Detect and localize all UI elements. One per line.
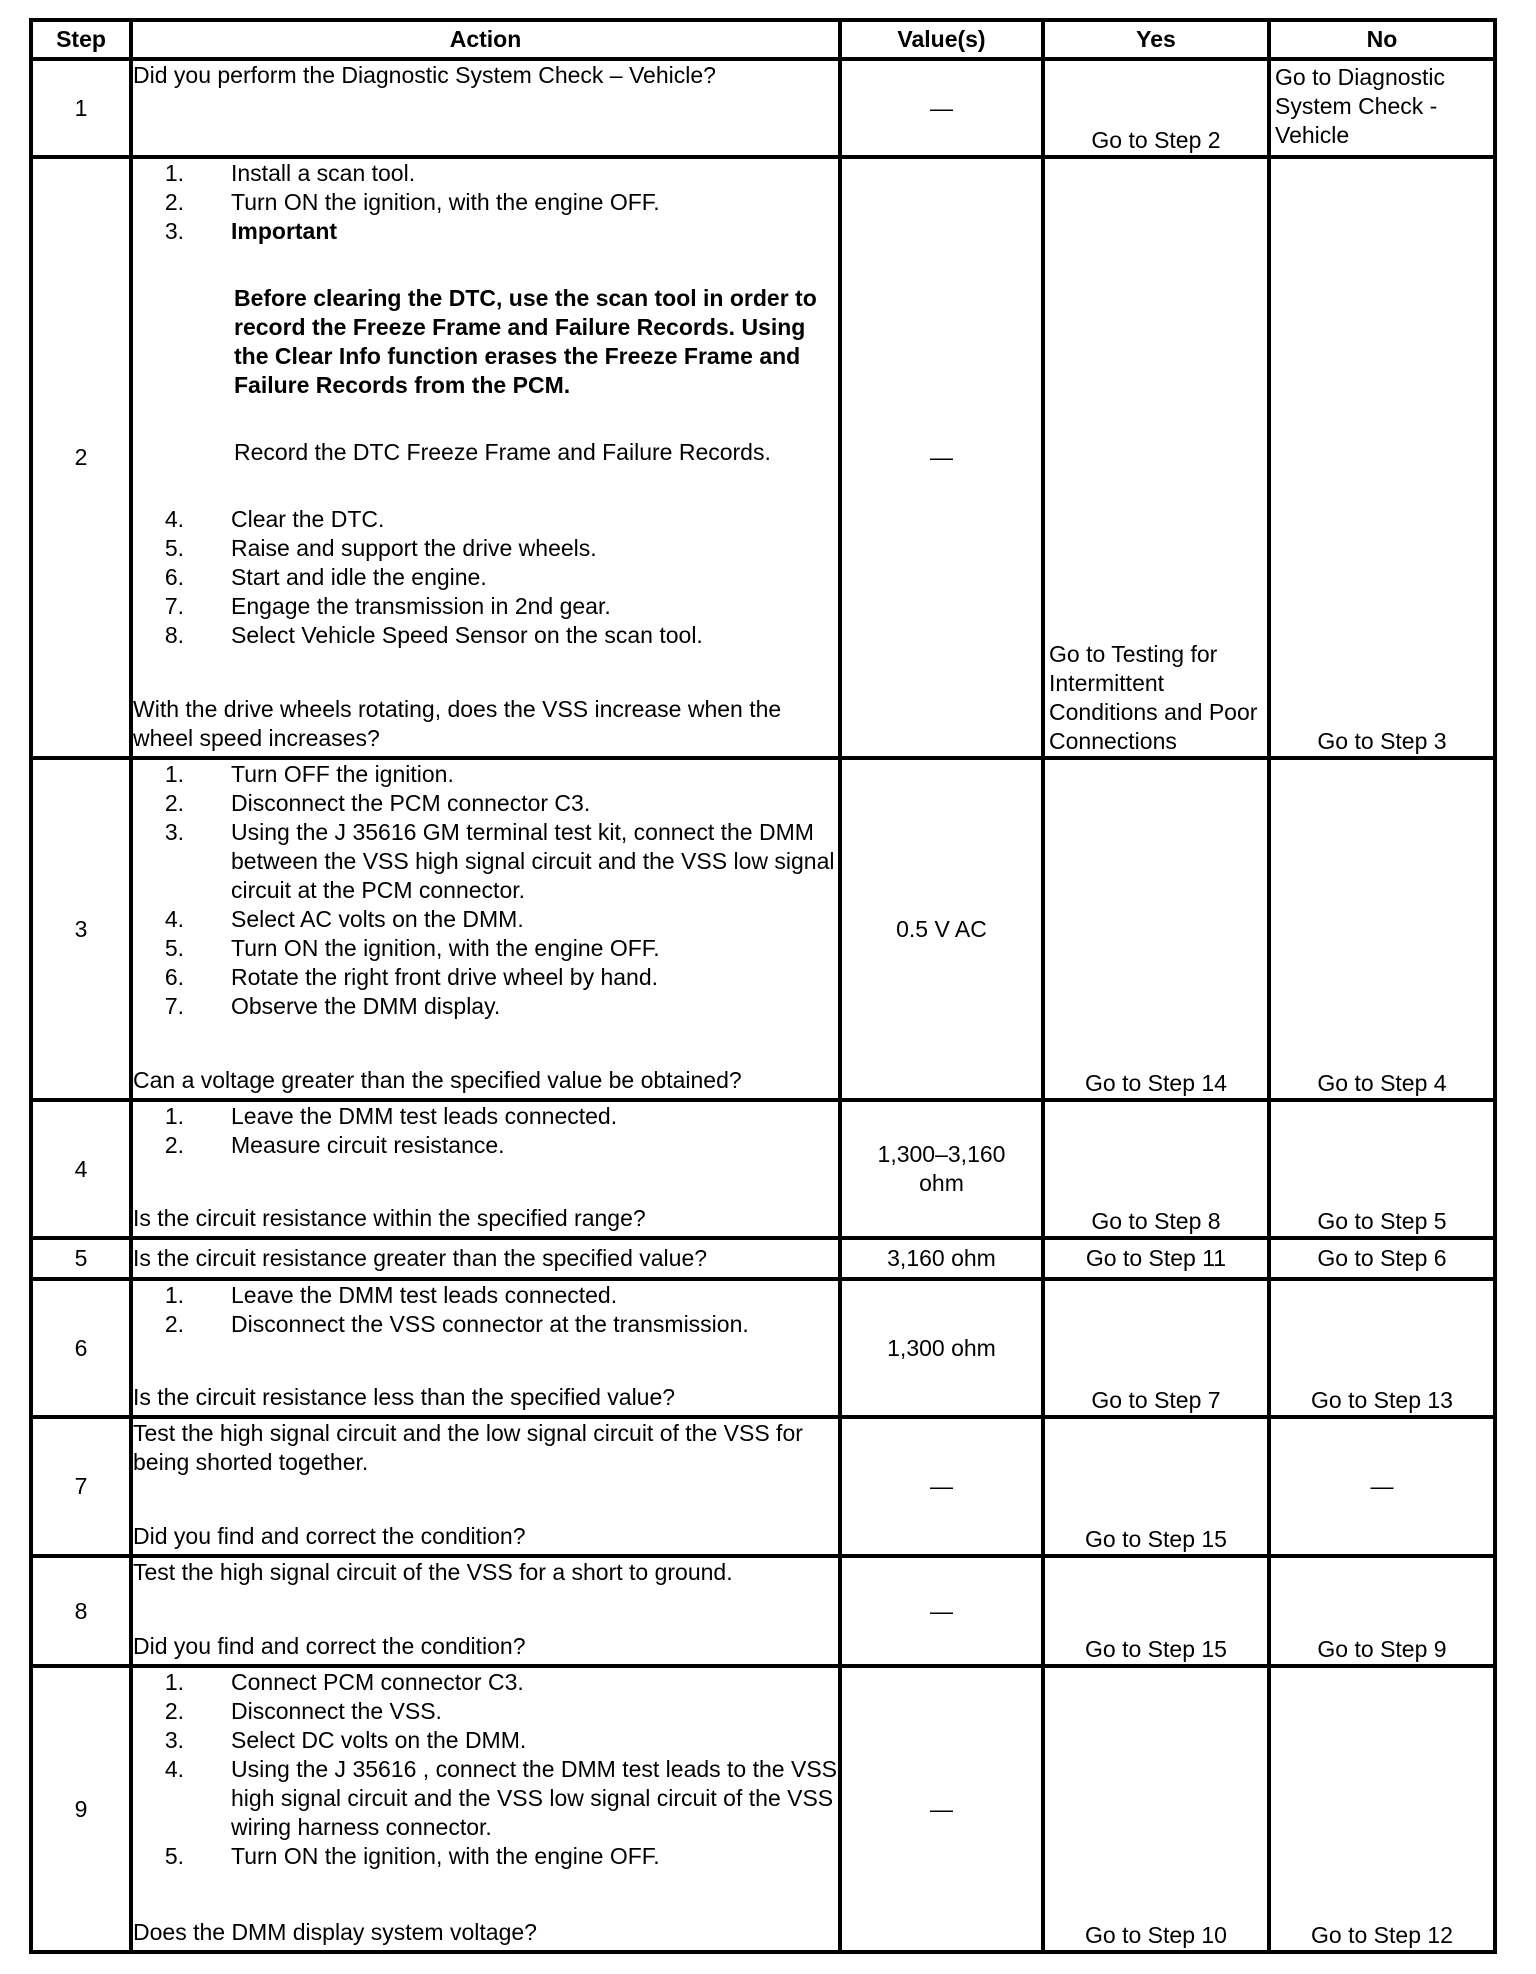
value-cell: 1,300–3,160 ohm (840, 1100, 1043, 1238)
value-cell: — (840, 59, 1043, 157)
action-question: Is the circuit resistance less than the specified value? (133, 1384, 676, 1410)
step-number: 3 (31, 758, 131, 1100)
table-row (31, 1556, 1495, 1666)
step-number: 6 (31, 1279, 131, 1417)
yes-cell: Go to Step 15 (1043, 1556, 1269, 1666)
action-text: Test the high signal circuit of the VSS for a short to ground. (133, 1559, 733, 1585)
list-item: 2. Disconnect the VSS. (164, 1698, 442, 1724)
table-row (31, 1666, 1495, 1952)
list-item: 3. Select DC volts on the DMM. (164, 1727, 527, 1753)
table-row (31, 1417, 1495, 1556)
step-number: 7 (31, 1417, 131, 1556)
action-cell (131, 157, 840, 758)
list-item: 2. Turn ON the ignition, with the engine OFF. (164, 189, 660, 215)
action-cell (131, 59, 840, 157)
list-item: 3. Using the J 35616 GM terminal test kit, connect the DMM between the VSS high signal circuit and the VSS low signal circuit at the PCM connector. (164, 819, 835, 903)
header-no: No (1269, 20, 1495, 59)
list-item: 1. Turn OFF the ignition. (164, 761, 454, 787)
list-item: 1. Leave the DMM test leads connected. (164, 1103, 618, 1129)
yes-cell: Go to Step 14 (1043, 758, 1269, 1100)
yes-cell: Go to Step 11 (1043, 1238, 1269, 1279)
table-row (31, 1238, 1495, 1279)
table-row (31, 59, 1495, 157)
important-note: Before clearing the DTC, use the scan tool in order to record the Freeze Frame and Failure Records. Using the Clear Info function erases the Freeze Frame and Failure Records from the PCM. (234, 285, 817, 398)
action-question: Did you find and correct the condition? (133, 1633, 526, 1659)
header-values: Value(s) (840, 20, 1043, 59)
action-question: Did you find and correct the condition? (133, 1523, 526, 1549)
list-item: 2. Measure circuit resistance. (164, 1132, 505, 1158)
action-steps (133, 159, 838, 246)
list-item: 4. Clear the DTC. (164, 506, 385, 532)
yes-cell: Go to Step 7 (1043, 1279, 1269, 1417)
action-question: With the drive wheels rotating, does the VSS increase when the wheel speed increases? (133, 696, 782, 751)
diagnostic-table (29, 18, 1497, 1954)
no-cell: Go to Step 3 (1269, 157, 1495, 758)
value-cell: — (840, 1666, 1043, 1952)
header-yes: Yes (1043, 20, 1269, 59)
yes-cell: Go to Step 10 (1043, 1666, 1269, 1952)
action-question: Did you perform the Diagnostic System Check – Vehicle? (133, 62, 716, 88)
step-number: 2 (31, 157, 131, 758)
list-item: 7. Observe the DMM display. (164, 993, 501, 1019)
step-number: 5 (31, 1238, 131, 1279)
action-steps (133, 760, 838, 1021)
table-row (31, 1100, 1495, 1238)
list-item: 3. Important (164, 218, 338, 244)
table-row (31, 758, 1495, 1100)
action-question: Is the circuit resistance greater than the specified value? (133, 1245, 708, 1271)
value-cell: 0.5 V AC (840, 758, 1043, 1100)
action-cell (131, 1666, 840, 1952)
list-item: 8. Select Vehicle Speed Sensor on the scan tool. (164, 622, 703, 648)
list-item: 1. Install a scan tool. (164, 160, 416, 186)
value-cell: — (840, 1556, 1043, 1666)
list-item: 1. Connect PCM connector C3. (164, 1669, 524, 1695)
action-question: Is the circuit resistance within the specified range? (133, 1205, 646, 1231)
header-step: Step (31, 20, 131, 59)
action-cell (131, 1238, 840, 1279)
yes-cell: Go to Step 2 (1043, 59, 1269, 157)
list-item: 2. Disconnect the PCM connector C3. (164, 790, 591, 816)
yes-cell: Go to Step 15 (1043, 1417, 1269, 1556)
step-number: 9 (31, 1666, 131, 1952)
no-cell: Go to Step 9 (1269, 1556, 1495, 1666)
no-cell: Go to Step 4 (1269, 758, 1495, 1100)
no-cell: Go to Step 13 (1269, 1279, 1495, 1417)
no-cell: Go to Diagnostic System Check - Vehicle (1269, 59, 1495, 157)
action-steps (133, 505, 838, 650)
list-item: 4. Using the J 35616 , connect the DMM test leads to the VSS high signal circuit and the VSS low signal circuit of the VSS wiring harness connector. (164, 1756, 837, 1840)
list-item: 6. Rotate the right front drive wheel by hand. (164, 964, 659, 990)
action-cell (131, 1417, 840, 1556)
action-question: Can a voltage greater than the specified value be obtained? (133, 1067, 742, 1093)
no-cell: Go to Step 12 (1269, 1666, 1495, 1952)
no-cell: Go to Step 5 (1269, 1100, 1495, 1238)
value-cell: — (840, 157, 1043, 758)
list-item: 1. Leave the DMM test leads connected. (164, 1282, 618, 1308)
list-item: 5. Turn ON the ignition, with the engine OFF. (164, 1843, 660, 1869)
action-text: Test the high signal circuit and the low signal circuit of the VSS for being shorted together. (133, 1420, 803, 1475)
step-number: 1 (31, 59, 131, 157)
action-cell (131, 1279, 840, 1417)
value-cell: 1,300 ohm (840, 1279, 1043, 1417)
list-item: 7. Engage the transmission in 2nd gear. (164, 593, 611, 619)
list-item: 5. Raise and support the drive wheels. (164, 535, 597, 561)
yes-cell: Go to Step 8 (1043, 1100, 1269, 1238)
action-steps (133, 1668, 838, 1871)
header-action: Action (131, 20, 840, 59)
no-cell: — (1269, 1417, 1495, 1556)
step-number: 4 (31, 1100, 131, 1238)
yes-cell: Go to Testing for Intermittent Conditions and Poor Connections (1043, 157, 1269, 758)
step-number: 8 (31, 1556, 131, 1666)
value-cell: — (840, 1417, 1043, 1556)
list-item: 5. Turn ON the ignition, with the engine OFF. (164, 935, 660, 961)
list-item: 6. Start and idle the engine. (164, 564, 487, 590)
list-item: 4. Select AC volts on the DMM. (164, 906, 524, 932)
action-question: Does the DMM display system voltage? (133, 1919, 537, 1945)
action-steps (133, 1281, 838, 1339)
action-steps (133, 1102, 838, 1160)
action-cell (131, 758, 840, 1100)
record-note: Record the DTC Freeze Frame and Failure Records. (234, 439, 771, 465)
action-cell (131, 1556, 840, 1666)
no-cell: Go to Step 6 (1269, 1238, 1495, 1279)
table-row (31, 157, 1495, 758)
table-row (31, 1279, 1495, 1417)
list-item: 2. Disconnect the VSS connector at the transmission. (164, 1311, 749, 1337)
value-cell: 3,160 ohm (840, 1238, 1043, 1279)
action-cell (131, 1100, 840, 1238)
header-row (31, 20, 1495, 59)
